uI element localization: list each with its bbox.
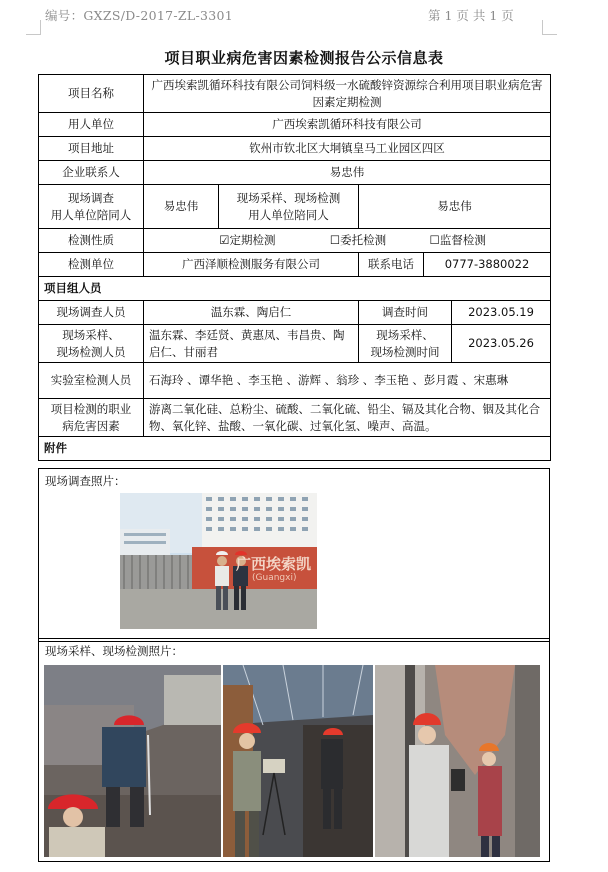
sampling-time-label: 现场采样、 现场检测时间 xyxy=(359,325,452,363)
lab-staff-label: 实验室检测人员 xyxy=(39,363,144,399)
row-employer xyxy=(39,113,551,137)
row-hazards xyxy=(39,399,551,437)
nature-options xyxy=(144,229,551,253)
contact-label: 企业联系人 xyxy=(39,161,144,185)
employer-label: 用人单位 xyxy=(39,113,144,137)
sampling-photo-2 xyxy=(223,665,373,857)
team-section-label: 项目组人员 xyxy=(39,277,551,301)
row-lab-staff xyxy=(39,363,551,399)
phone-value: 0777-3880022 xyxy=(424,253,551,277)
employer-value: 广西埃索凯循环科技有限公司 xyxy=(144,113,551,137)
page-info: 第 1 页 共 1 页 xyxy=(428,8,514,23)
lab-label: 检测单位 xyxy=(39,253,144,277)
sign-subtext: (Guangxi) xyxy=(252,573,297,583)
address-label: 项目地址 xyxy=(39,137,144,161)
survey-time-value: 2023.05.19 xyxy=(452,301,551,325)
row-contact xyxy=(39,161,551,185)
sampling-staff-value: 温东霖、李廷贤、黄惠凤、韦昌贵、陶启仁、甘丽君 xyxy=(144,325,359,363)
attachments-section-label: 附件 xyxy=(39,437,551,461)
project-name-value: 广西埃索凯循环科技有限公司饲料级一水硫酸锌资源综合利用项目职业病危害因素定期检测 xyxy=(144,75,551,113)
page-header xyxy=(0,0,608,34)
address-value: 钦州市钦北区大垌镇皇马工业园区四区 xyxy=(144,137,551,161)
lab-staff-value: 石海玲 、谭华艳 、李玉艳 、游辉 、翁珍 、李玉艳 、彭月霞 、宋惠琳 xyxy=(144,363,551,399)
sign-text: 广西埃索凯 xyxy=(236,555,312,573)
survey-time-label: 调查时间 xyxy=(359,301,452,325)
doc-number: 编号：GXZS/D-2017-ZL-3301 xyxy=(45,8,233,23)
row-address xyxy=(39,137,551,161)
option-regular: ☑定期检测 xyxy=(219,233,276,247)
page-title: 项目职业病危害因素检测报告公示信息表 xyxy=(164,49,444,67)
project-name-label: 项目名称 xyxy=(39,75,144,113)
sampling-time-value: 2023.05.26 xyxy=(452,325,551,363)
row-lab xyxy=(39,253,551,277)
sampling-escort-value: 易忠伟 xyxy=(359,185,551,229)
nature-label: 检测性质 xyxy=(39,229,144,253)
sampling-photo-area xyxy=(38,638,550,862)
hazards-label: 项目检测的职业 病危害因素 xyxy=(39,399,144,437)
info-table xyxy=(38,74,551,461)
sampling-staff-label: 现场采样、 现场检测人员 xyxy=(39,325,144,363)
row-nature xyxy=(39,229,551,253)
option-supervision: ☐监督检测 xyxy=(429,233,486,247)
row-sampling-staff xyxy=(39,325,551,363)
survey-staff-value: 温东霖、陶启仁 xyxy=(144,301,359,325)
phone-label: 联系电话 xyxy=(359,253,424,277)
survey-photos-label: 现场调查照片： xyxy=(45,474,126,488)
row-survey-staff xyxy=(39,301,551,325)
row-team-section xyxy=(39,277,551,301)
row-escort xyxy=(39,185,551,229)
corner-mark-left xyxy=(26,20,41,35)
survey-escort-value: 易忠伟 xyxy=(144,185,219,229)
sampling-photo-3 xyxy=(375,665,540,857)
sampling-escort-label: 现场采样、现场检测 用人单位陪同人 xyxy=(219,185,359,229)
survey-photo-area xyxy=(38,468,550,642)
lab-value: 广西泽顺检测服务有限公司 xyxy=(144,253,359,277)
row-attachments-section xyxy=(39,437,551,461)
sampling-photo-1 xyxy=(44,665,221,857)
survey-photo xyxy=(120,493,317,629)
hazards-value: 游离二氧化硅、总粉尘、硫酸、二氧化硫、铅尘、镉及其化合物、铟及其化合物、氧化锌、盐酸、一氧化碳、过氧化氢、噪声、高温。 xyxy=(144,399,551,437)
corner-mark-right xyxy=(542,20,557,35)
sampling-photos-label: 现场采样、现场检测照片： xyxy=(45,644,183,658)
survey-staff-label: 现场调查人员 xyxy=(39,301,144,325)
survey-escort-label: 现场调查 用人单位陪同人 xyxy=(39,185,144,229)
row-project-name xyxy=(39,75,551,113)
contact-value: 易忠伟 xyxy=(144,161,551,185)
option-entrusted: ☐委托检测 xyxy=(329,233,387,247)
